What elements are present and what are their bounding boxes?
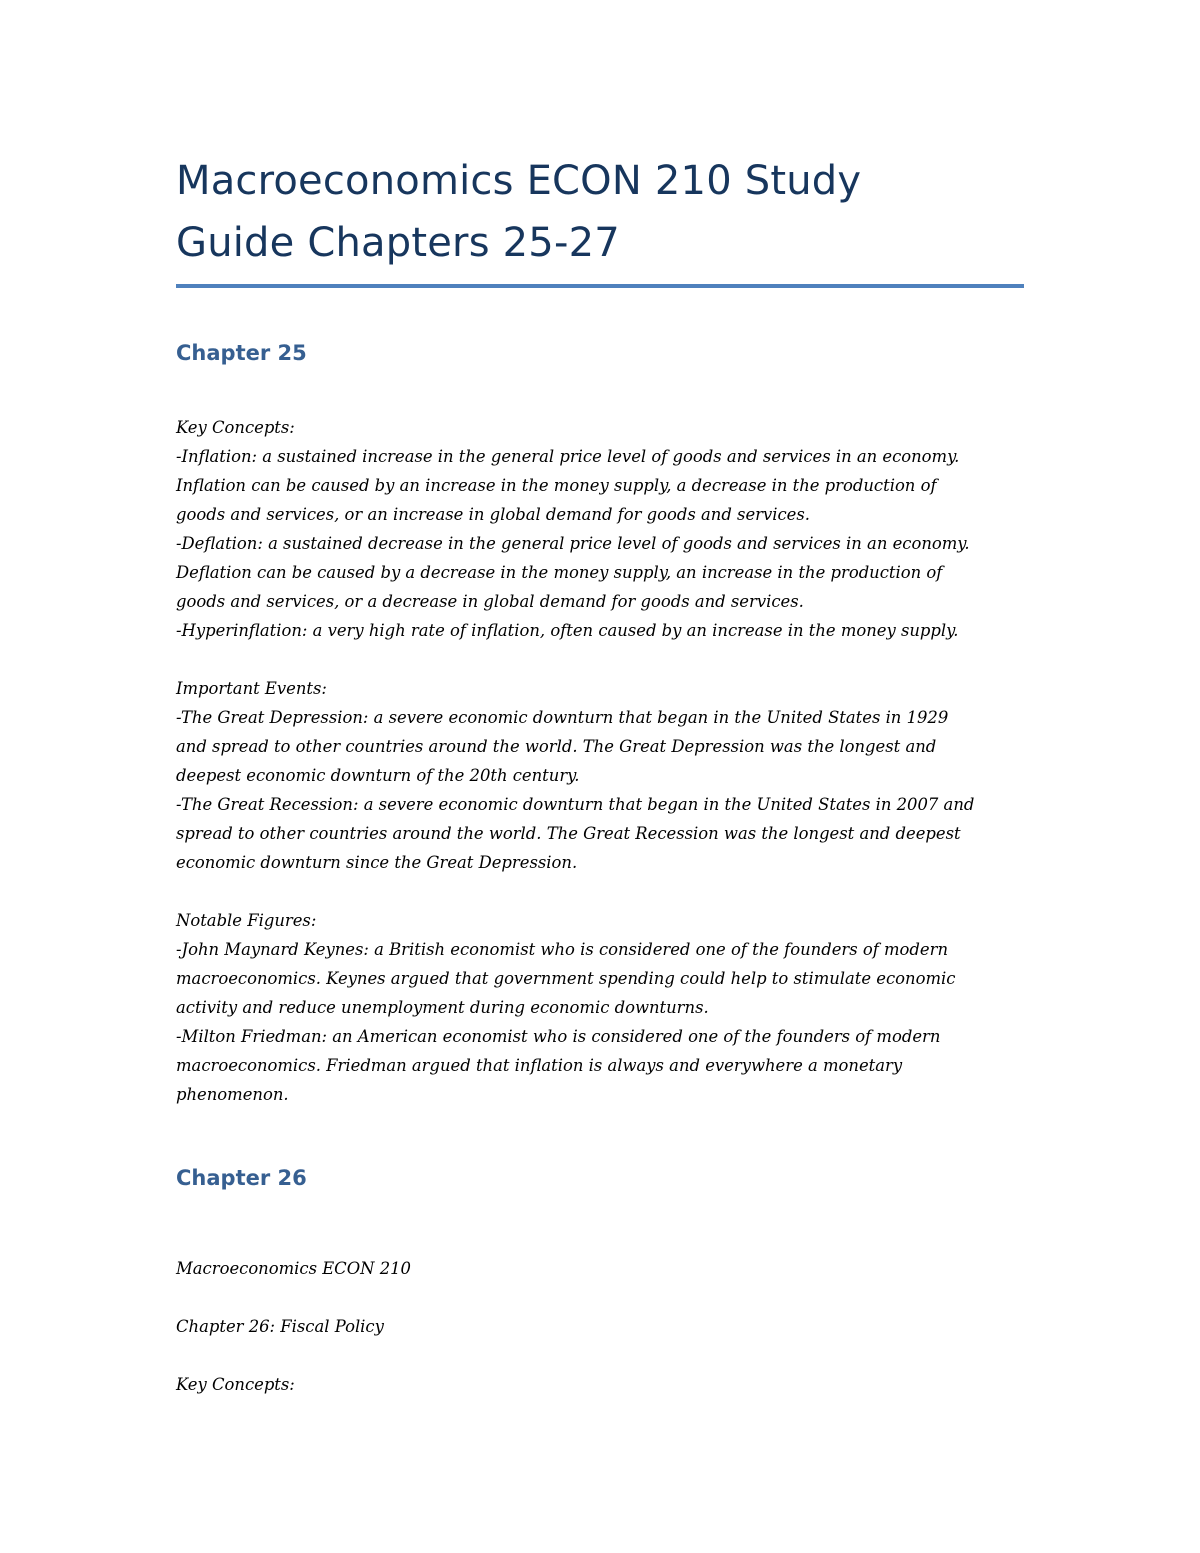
chapter-26-body [176,1254,1024,1399]
notable-figures-label: Notable Figures: [176,911,317,930]
notable-figures-line: -John Maynard Keynes: a British economist who is considered one of the founders of modern [176,940,949,959]
key-concepts-line: goods and services, or a decrease in global demand for goods and services. [176,592,804,611]
chapter-25-body [176,413,1024,1109]
key-concepts-line: goods and services, or an increase in global demand for goods and services. [176,505,810,524]
title-line-1: Macroeconomics ECON 210 Study [176,158,862,204]
key-concepts-line: -Hyperinflation: a very high rate of inflation, often caused by an increase in the money supply. [176,621,959,640]
notable-figures-line: -Milton Friedman: an American economist who is considered one of the founders of modern [176,1027,941,1046]
important-events-line: economic downturn since the Great Depression. [176,853,578,872]
key-concepts-line: Inflation can be caused by an increase in the money supply, a decrease in the production of [176,476,937,495]
notable-figures-line: macroeconomics. Keynes argued that government spending could help to stimulate economic [176,969,956,988]
key-concepts-label: Key Concepts: [176,1375,295,1394]
important-events-line: -The Great Depression: a severe economic downturn that began in the United States in 1929 [176,708,949,727]
important-events-line: spread to other countries around the world. The Great Recession was the longest and deepest [176,824,961,843]
course-line: Macroeconomics ECON 210 [176,1259,411,1278]
chapter-25-heading: Chapter 25 [176,341,307,365]
key-concepts-label: Key Concepts: [176,418,295,437]
important-events-line: and spread to other countries around the world. The Great Depression was the longest and [176,737,937,756]
blank-line [176,645,1024,674]
notable-figures-line: phenomenon. [176,1085,289,1104]
notable-figures-line: macroeconomics. Friedman argued that inflation is always and everywhere a monetary [176,1056,903,1075]
chapter-title-line: Chapter 26: Fiscal Policy [176,1317,384,1336]
notable-figures-line: activity and reduce unemployment during economic downturns. [176,998,709,1017]
chapter-26-heading: Chapter 26 [176,1166,307,1190]
blank-line [176,1341,1024,1370]
blank-line [176,877,1024,906]
title-underline-rule [176,284,1024,288]
key-concepts-line: -Deflation: a sustained decrease in the general price level of goods and services in an economy. [176,534,970,553]
document-title [176,150,1024,274]
important-events-line: deepest economic downturn of the 20th century. [176,766,580,785]
blank-line [176,1283,1024,1312]
title-line-2: Guide Chapters 25-27 [176,220,620,266]
important-events-label: Important Events: [176,679,327,698]
page-content [176,150,1024,1399]
important-events-line: -The Great Recession: a severe economic downturn that began in the United States in 2007 and [176,795,975,814]
key-concepts-line: Deflation can be caused by a decrease in the money supply, an increase in the production of [176,563,943,582]
key-concepts-line: -Inflation: a sustained increase in the general price level of goods and services in an economy. [176,447,960,466]
